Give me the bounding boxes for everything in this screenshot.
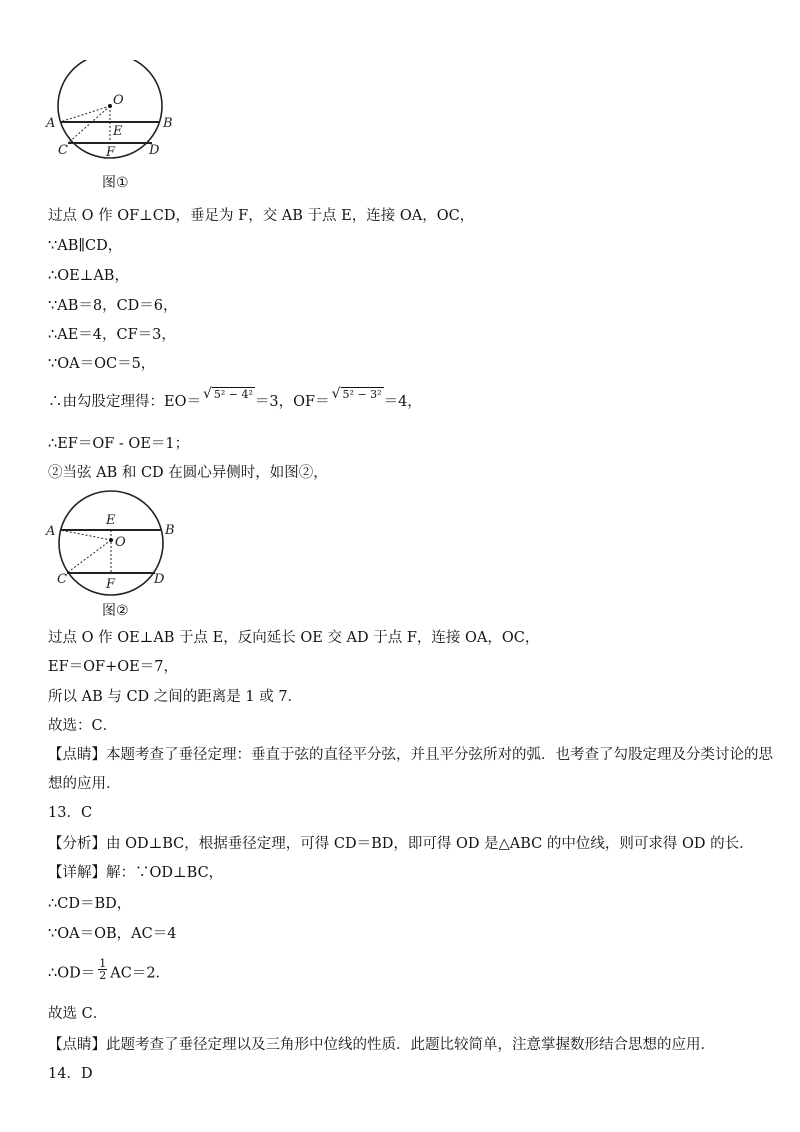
text-line: EF＝OF+OE＝7， xyxy=(48,659,178,675)
label-b: B xyxy=(163,116,173,131)
radical-sign: √ xyxy=(202,386,212,402)
text-line: 所以 AB 与 CD 之间的距离是 1 或 7． xyxy=(48,689,303,705)
text-fragment: AC＝2． xyxy=(110,965,171,982)
text-fragment: ＝4， xyxy=(383,394,422,410)
segment-oa xyxy=(60,106,110,122)
text-line: 【详解】解：∵OD⊥BC， xyxy=(48,865,224,881)
text-line: 【点睛】此题考查了垂径定理以及三角形中位线的性质．此题比较简单，注意掌握数形结合思想的应用． xyxy=(48,1037,715,1053)
radicand: 5² − 3² xyxy=(342,388,382,401)
figure-2-diagram xyxy=(40,488,180,600)
text-line: 想的应用． xyxy=(48,776,121,792)
label-e: E xyxy=(106,513,116,528)
text-line: 故选 C． xyxy=(48,1006,108,1022)
figure-1-caption: 图① xyxy=(102,175,129,191)
text-fragment: ∴OD＝ xyxy=(48,965,96,982)
question-number: 14．D xyxy=(48,1066,93,1082)
text-fragment: ∴由勾股定理得：EO＝ xyxy=(48,394,201,410)
radical-sign: √ xyxy=(331,386,341,402)
label-b: B xyxy=(165,523,175,538)
text-line: ∵AB∥CD， xyxy=(48,238,123,254)
segment-oa xyxy=(60,530,111,540)
label-a: A xyxy=(46,524,56,539)
figure-1 xyxy=(40,60,180,170)
text-line: ∵OA＝OB，AC＝4 xyxy=(48,926,177,942)
radicand: 5² − 4² xyxy=(213,388,253,401)
segment-oc xyxy=(67,540,111,573)
label-d: D xyxy=(149,143,160,158)
text-line: ∴CD＝BD， xyxy=(48,896,132,912)
point-o xyxy=(108,104,112,108)
text-line: ∴EF＝OF - OE＝1； xyxy=(48,436,190,452)
label-c: C xyxy=(58,143,68,158)
point-o xyxy=(109,538,113,542)
text-line: ∵AB＝8，CD＝6， xyxy=(48,298,178,314)
label-f: F xyxy=(106,577,116,592)
question-number: 13．C xyxy=(48,805,93,821)
figure-1-diagram xyxy=(40,60,180,170)
figure-2 xyxy=(40,488,180,600)
denominator: 2 xyxy=(99,969,107,982)
text-line: ∴AE＝4，CF＝3， xyxy=(48,327,176,343)
text-line: 【分析】由 OD⊥BC，根据垂径定理，可得 CD＝BD，即可得 OD 是△ABC 的中位线，则可求得 OD 的长． xyxy=(48,836,754,852)
sqrt-eo xyxy=(203,384,255,405)
text-line: 【点睛】本题考查了垂径定理：垂直于弦的直径平分弦，并且平分弦所对的弧．也考查了勾股定理及分类讨论的思 xyxy=(48,747,773,763)
label-d: D xyxy=(154,572,165,587)
text-line: ②当弦 AB 和 CD 在圆心异侧时，如图②， xyxy=(48,465,328,481)
label-a: A xyxy=(46,116,56,131)
pythagoras-line xyxy=(48,386,422,413)
label-c: C xyxy=(57,572,67,587)
label-o: O xyxy=(115,535,126,550)
fraction-half xyxy=(98,958,107,981)
label-e: E xyxy=(113,124,123,139)
text-line: 过点 O 作 OE⊥AB 于点 E，反向延长 OE 交 AD 于点 F，连接 OA，OC， xyxy=(48,630,540,646)
label-o: O xyxy=(113,93,124,108)
sqrt-of xyxy=(332,384,384,405)
text-fragment: ＝3，OF＝ xyxy=(254,394,330,410)
figure-2-caption: 图② xyxy=(102,603,129,619)
text-line: 过点 O 作 OF⊥CD，垂足为 F，交 AB 于点 E，连接 OA，OC， xyxy=(48,208,475,224)
text-line: ∵OA＝OC＝5， xyxy=(48,356,156,372)
text-line: ∴OE⊥AB， xyxy=(48,268,129,284)
numerator: 1 xyxy=(99,957,107,970)
segment-oc xyxy=(68,106,110,143)
label-f: F xyxy=(106,145,116,160)
fraction-line xyxy=(48,957,171,985)
text-line: 故选：C． xyxy=(48,718,118,734)
